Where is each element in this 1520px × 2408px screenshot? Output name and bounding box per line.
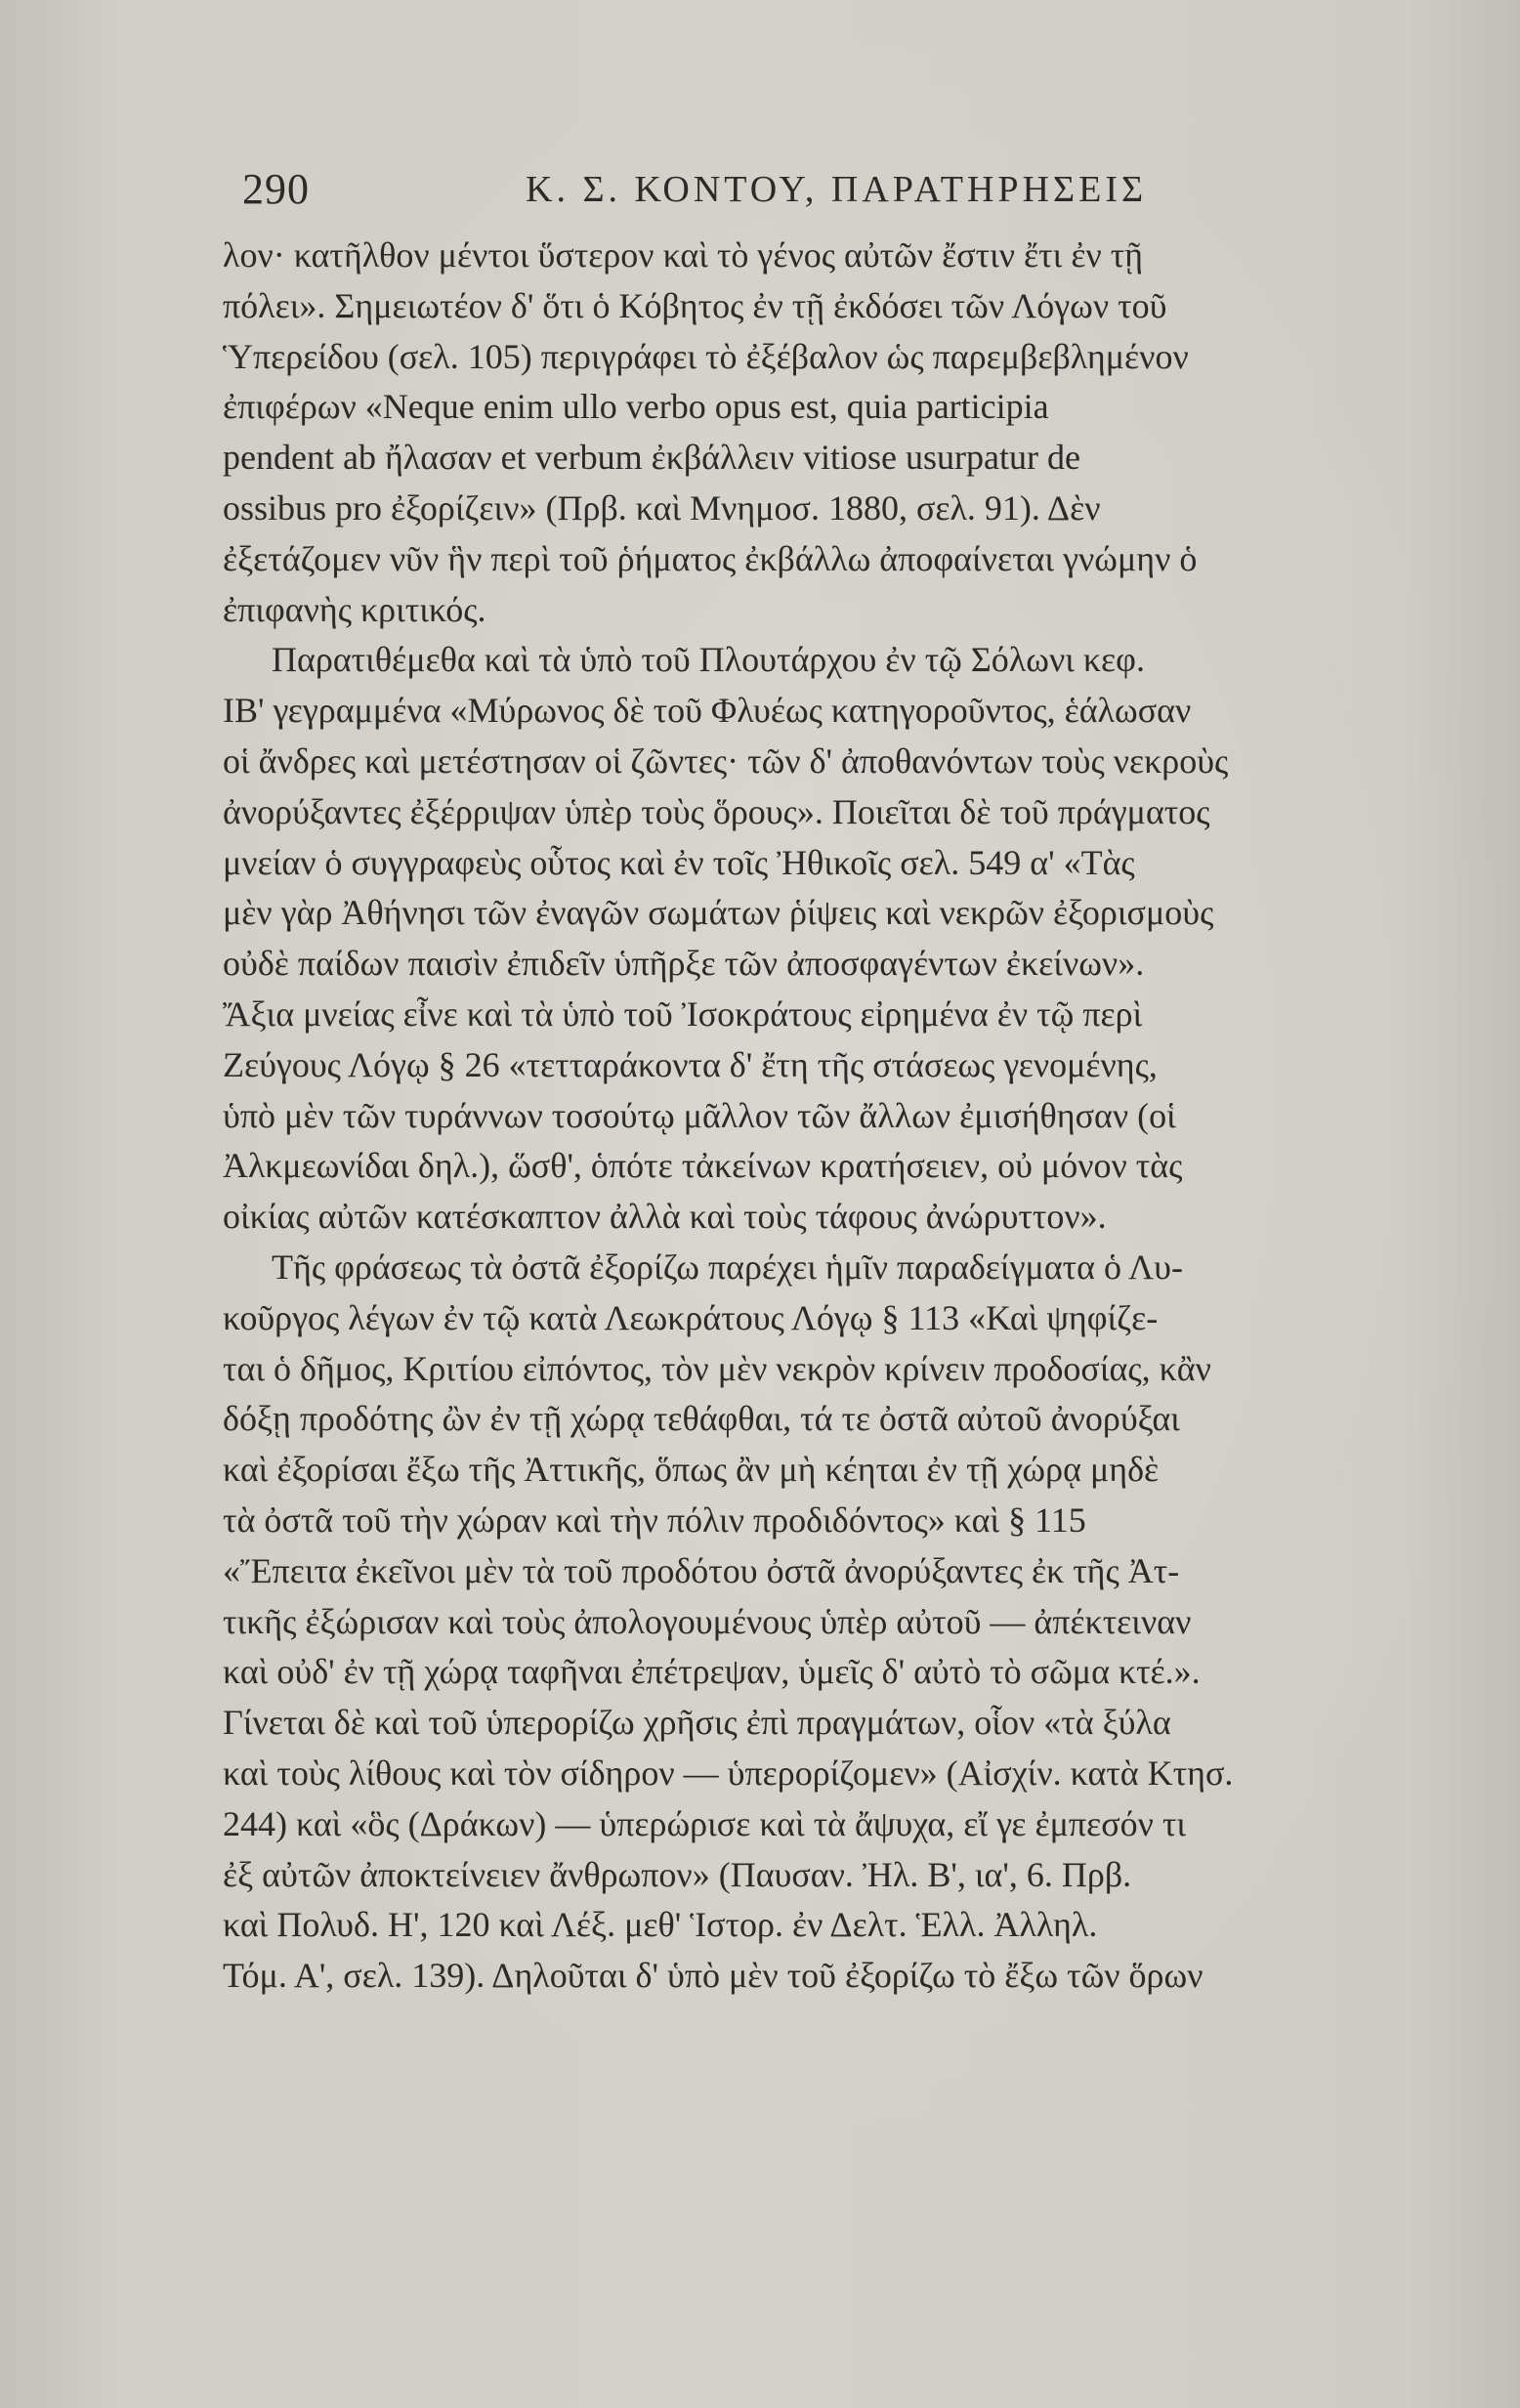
page-number: 290 (242, 165, 310, 213)
text-line: ἐξετάζομεν νῦν ἣν περὶ τοῦ ῥήματος ἐκβάλλω ἀποφαίνεται γνώμην ὁ (223, 538, 1198, 578)
text-line: Τῆς φράσεως τὰ ὀστᾶ ἐξορίζω παρέχει ἡμῖν παραδείγματα ὁ Λυ- (272, 1246, 1183, 1287)
text-line: καὶ τοὺς λίθους καὶ τὸν σίδηρον — ὑπερορίζομεν» (Αἰσχίν. κατὰ Κτησ. (223, 1753, 1234, 1793)
text-line: ἐξ αὐτῶν ἀποκτείνειεν ἄνθρωπον» (Παυσαν. Ἠλ. Β', ια', 6. Πρβ. (223, 1854, 1132, 1894)
page-header (242, 164, 1414, 223)
text-line: μὲν γὰρ Ἀθήνησι τῶν ἐναγῶν σωμάτων ῥίψεις καὶ νεκρῶν ἐξορισμοὺς (223, 893, 1214, 933)
text-line: καὶ ἐξορίσαι ἔξω τῆς Ἀττικῆς, ὅπως ἂν μὴ κέηται ἐν τῇ χώρᾳ μηδὲ (223, 1450, 1160, 1490)
text-line: «Ἔπειτα ἐκεῖνοι μὲν τὰ τοῦ προδότου ὀστᾶ ἀνορύξαντες ἐκ τῆς Ἀτ- (223, 1550, 1180, 1590)
text-line: pendent ab ἤλασαν et verbum ἐκβάλλειν vitiose usurpatur de (223, 438, 1080, 478)
text-line: Ἄξια μνείας εἶνε καὶ τὰ ὑπὸ τοῦ Ἰσοκράτους εἰρημένα ἐν τῷ περὶ (223, 993, 1143, 1034)
text-line: τὰ ὀστᾶ τοῦ τὴν χώραν καὶ τὴν πόλιν προδιδόντος» καὶ § 115 (223, 1500, 1086, 1540)
text-line: τικῆς ἐξώρισαν καὶ τοὺς ἀπολογουμένους ὑπὲρ αὐτοῦ — ἀπέκτειναν (223, 1601, 1192, 1641)
text-line: Ὑπερείδου (σελ. 105) περιγράφει τὸ ἐξέβαλον ὡς παρεμβεβλημένον (223, 336, 1189, 376)
text-line: ἀνορύξαντες ἐξέρριψαν ὑπὲρ τοὺς ὅρους». Ποιεῖται δὲ τοῦ πράγματος (223, 791, 1210, 831)
running-head: Κ. Σ. ΚΟΝΤΟΥ, ΠΑΡΑΤΗΡΗΣΕΙΣ (526, 169, 1148, 210)
text-line: καὶ οὐδ' ἐν τῇ χώρᾳ ταφῆναι ἐπέτρεψαν, ὑμεῖς δ' αὐτὸ τὸ σῶμα κτέ.». (223, 1652, 1201, 1692)
text-line: μνείαν ὁ συγγραφεὺς οὗτος καὶ ἐν τοῖς Ἠθικοῖς σελ. 549 α' «Τὰς (223, 842, 1135, 882)
text-line: ossibus pro ἐξορίζειν» (Πρβ. καὶ Μνημοσ. 1880, σελ. 91). Δὲν (223, 487, 1101, 528)
text-line: Τόμ. Α', σελ. 139). Δηλοῦται δ' ὑπὸ μὲν τοῦ ἐξορίζω τὸ ἔξω τῶν ὅρων (223, 1956, 1203, 1996)
text-line: ἐπιφέρων «Neque enim ullo verbo opus est, quia participia (223, 387, 1049, 427)
text-line: λον· κατῆλθον μέντοι ὕστερον καὶ τὸ γένος αὐτῶν ἔστιν ἔτι ἐν τῇ (223, 235, 1144, 275)
text-line: ἐπιφανὴς κριτικός. (223, 589, 486, 629)
text-line: οἰκίας αὐτῶν κατέσκαπτον ἀλλὰ καὶ τοὺς τάφους ἀνώρυττον». (223, 1197, 1107, 1237)
text-line: οὐδὲ παίδων παισὶν ἐπιδεῖν ὑπῆρξε τῶν ἀποσφαγέντων ἐκείνων». (223, 944, 1145, 984)
text-line: Παρατιθέμεθα καὶ τὰ ὑπὸ τοῦ Πλουτάρχου ἐν τῷ Σόλωνι κεφ. (272, 640, 1145, 680)
text-line: Ζεύγους Λόγῳ § 26 «τετταράκοντα δ' ἔτη τῆς στάσεως γενομένης, (223, 1044, 1158, 1084)
text-line: Ἀλκμεωνίδαι δηλ.), ὥσθ', ὁπότε τἀκείνων κρατήσειεν, οὐ μόνον τὰς (223, 1146, 1183, 1186)
text-line: 244) καὶ «ὃς (Δράκων) — ὑπερώρισε καὶ τὰ ἄψυχα, εἴ γε ἐμπεσόν τι (223, 1803, 1187, 1843)
text-line: κοῦργος λέγων ἐν τῷ κατὰ Λεωκράτους Λόγῳ § 113 «Καὶ ψηφίζε- (223, 1297, 1159, 1337)
text-line: δόξῃ προδότης ὢν ἐν τῇ χώρᾳ τεθάφθαι, τά τε ὀστᾶ αὐτοῦ ἀνορύξαι (223, 1399, 1180, 1439)
text-line: πόλει». Σημειωτέον δ' ὅτι ὁ Κόβητος ἐν τῇ ἐκδόσει τῶν Λόγων τοῦ (223, 285, 1167, 325)
text-line: Γίνεται δὲ καὶ τοῦ ὑπερορίζω χρῆσις ἐπὶ πραγμάτων, οἷον «τὰ ξύλα (223, 1703, 1171, 1743)
text-line: ται ὁ δῆμος, Κριτίου εἰπόντος, τὸν μὲν νεκρὸν κρίνειν προδοσίας, κἂν (223, 1348, 1211, 1388)
text-line: καὶ Πολυδ. Η', 120 καὶ Λέξ. μεθ' Ἱστορ. ἐν Δελτ. Ἑλλ. Ἀλληλ. (223, 1905, 1098, 1945)
text-line: ὑπὸ μὲν τῶν τυράννων τοσούτῳ μᾶλλον τῶν ἄλλων ἐμισήθησαν (οἱ (223, 1095, 1176, 1135)
text-line: οἱ ἄνδρες καὶ μετέστησαν οἱ ζῶντες· τῶν δ' ἀποθανόντων τοὺς νεκροὺς (223, 740, 1229, 781)
text-line: ΙΒ' γεγραμμένα «Μύρωνος δὲ τοῦ Φλυέως κατηγοροῦντος, ἑάλωσαν (223, 691, 1192, 731)
body-text (223, 231, 1434, 2002)
